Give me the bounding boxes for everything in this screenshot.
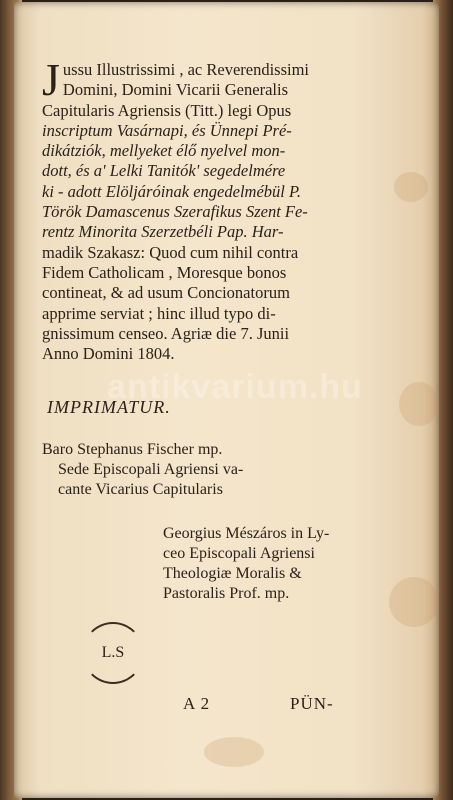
- approver-line: Sede Episcopali Agriensi va-: [58, 461, 244, 478]
- text-line: Anno Domini 1804.: [42, 344, 175, 364]
- approver-line: ceo Episcopali Agriensi: [163, 545, 315, 562]
- approver-line: cante Vicarius Capitularis: [58, 481, 223, 498]
- approver-line: Pastoralis Prof. mp.: [163, 585, 290, 602]
- text-line: inscriptum Vasárnapi, és Ünnepi Pré-: [42, 120, 292, 140]
- text-line: dott, és a' Lelki Tanitók' segedelmére: [42, 161, 286, 181]
- catchword: PÜN-: [290, 694, 334, 713]
- drop-cap: J: [42, 54, 60, 105]
- foxing-stain: [394, 172, 428, 202]
- approver-fischer: [42, 440, 243, 500]
- approver-meszaros: [163, 524, 329, 604]
- text-line: ussu Illustrissimi , ac Reverendissimi: [62, 60, 310, 79]
- text-line: gnissimum censeo. Agriæ die 7. Junii: [42, 323, 290, 343]
- text-line: dikátziók, mellyeket élő nyelvel mon-: [42, 141, 286, 161]
- text-line: madik Szakasz: Quod cum nihil contra: [42, 242, 299, 262]
- imprimatur-heading: IMPRIMATUR.: [47, 397, 171, 417]
- seal-label: L.S: [101, 644, 125, 661]
- foxing-stain: [399, 382, 439, 426]
- text-line: rentz Minorita Szerzetbéli Pap. Har-: [42, 222, 284, 242]
- text-line: Capitularis Agriensis (Titt.) legi Opus: [42, 100, 292, 120]
- text-line: Domini, Domini Vicarii Generalis: [62, 80, 288, 100]
- signature-mark: A 2: [183, 694, 211, 713]
- approver-line: Baro Stephanus Fischer mp.: [42, 441, 223, 458]
- approver-line: Theologiæ Moralis &: [163, 565, 302, 582]
- text-line: contineat, & ad usum Concionatorum: [42, 283, 290, 303]
- watermark: antikvarium.hu: [107, 368, 363, 406]
- seal-ls: [82, 622, 144, 684]
- foxing-stain: [389, 577, 439, 627]
- foxing-stain: [204, 737, 264, 767]
- approver-line: Georgius Mészáros in Ly-: [163, 525, 330, 542]
- text-line: Fidem Catholicam , Moresque bonos: [42, 262, 287, 282]
- text-line: ki - adott Elöljáróinak engedelmébül P.: [42, 181, 302, 201]
- approval-text: [42, 54, 377, 364]
- text-line: Török Damascenus Szerafikus Szent Fe-: [42, 202, 308, 222]
- text-line: apprime serviat ; hinc illud typo di-: [42, 303, 276, 323]
